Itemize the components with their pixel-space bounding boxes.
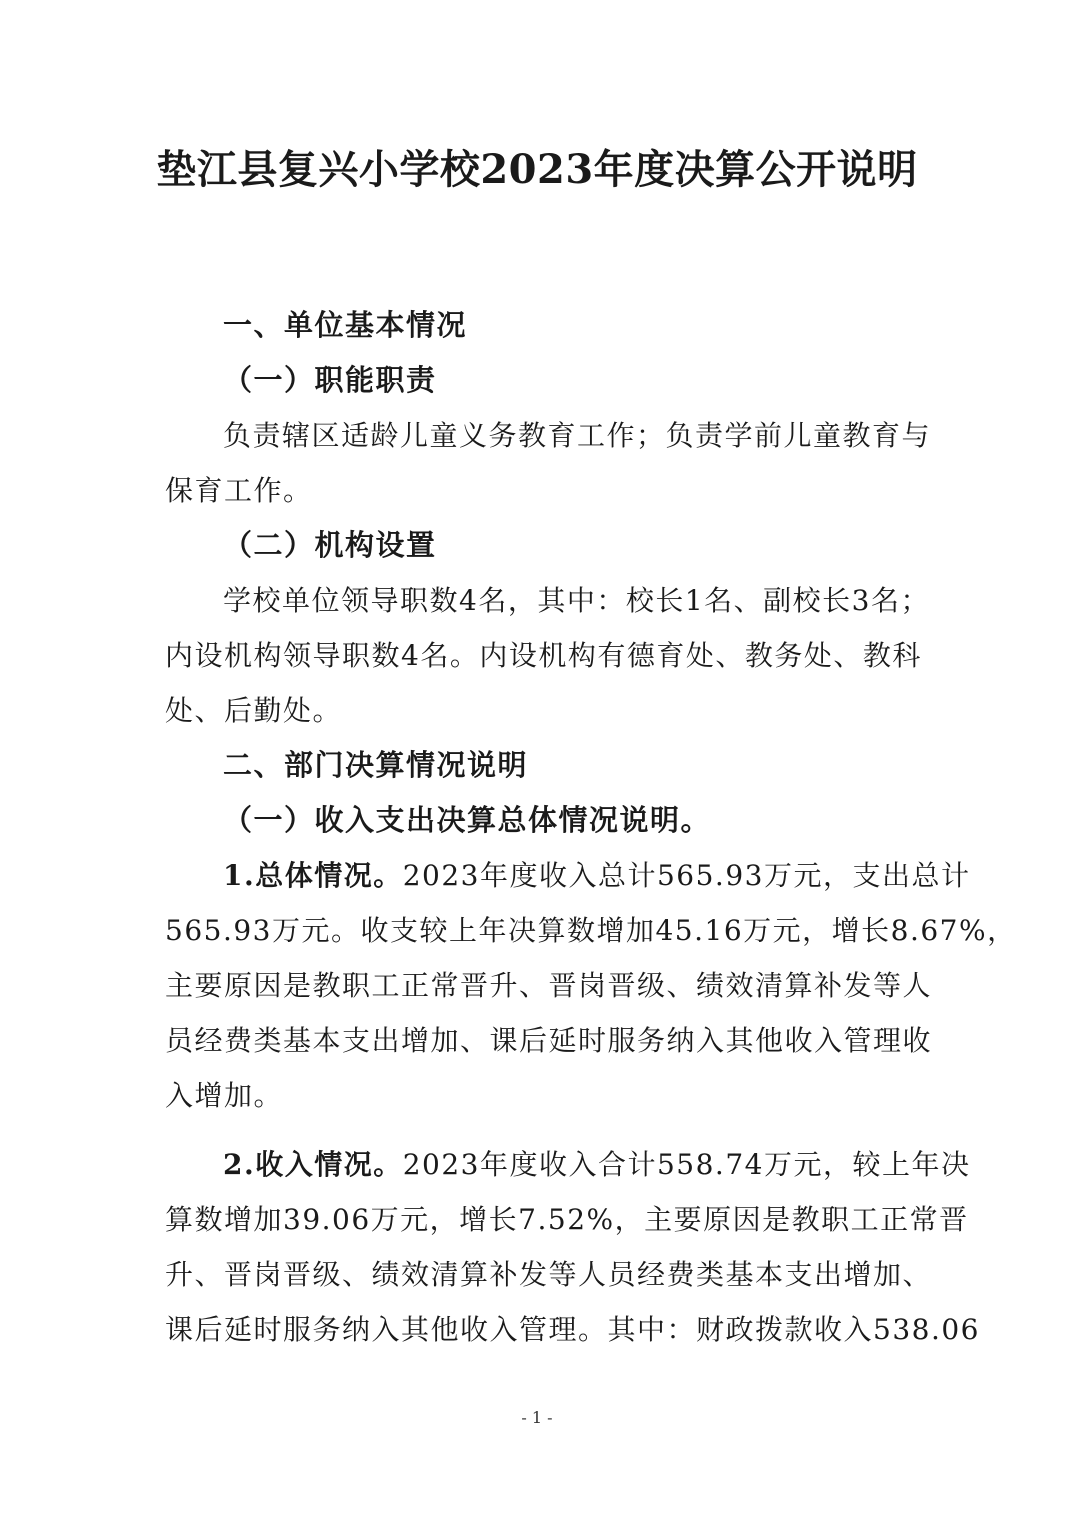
section-1-heading: 一、单位基本情况: [223, 308, 468, 342]
section-1-sub1-line: 保育工作。: [165, 474, 313, 507]
paragraph-overall-line: 员经费类基本支出增加、课后延时服务纳入其他收入管理收: [165, 1024, 933, 1057]
paragraph-overall-line: 主要原因是教职工正常晋升、晋岗晋级、绩效清算补发等人: [165, 969, 933, 1002]
section-1-sub1-line: 负责辖区适龄儿童义务教育工作；负责学前儿童教育与: [223, 419, 932, 452]
section-1-sub1-heading: （一）职能职责: [223, 363, 437, 397]
paragraph-overall-line: 入增加。: [165, 1079, 284, 1112]
paragraph-gap: [165, 1123, 911, 1137]
paragraph-income-first-line: [165, 1137, 971, 1192]
document-body: [165, 298, 1017, 1357]
paragraph-overall-first-line: [165, 848, 971, 903]
paragraph-income-line: 课后延时服务纳入其他收入管理。其中：财政拨款收入538.06: [165, 1313, 980, 1346]
section-2-sub1-heading: （一）收入支出决算总体情况说明。: [223, 803, 712, 837]
paragraph-overall-line: 565.93万元。收支较上年决算数增加45.16万元，增长8.67%，: [165, 914, 1017, 947]
document-title: 垫江县复兴小学校2023年度决算公开说明: [156, 146, 918, 193]
paragraph-overall-first-rest: 2023年度收入总计565.93万元，支出总计: [402, 859, 971, 892]
page-number: - 1 -: [521, 1408, 553, 1427]
paragraph-income-line: 升、晋岗晋级、绩效清算补发等人员经费类基本支出增加、: [165, 1258, 933, 1291]
section-1-sub2-line: 内设机构领导职数4名。内设机构有德育处、教务处、教科: [165, 639, 922, 672]
section-1-sub2-line: 处、后勤处。: [165, 694, 343, 727]
paragraph-income-first-rest: 2023年度收入合计558.74万元，较上年决: [402, 1148, 971, 1181]
section-2-heading: 二、部门决算情况说明: [223, 748, 529, 782]
paragraph-income-line: 算数增加39.06万元，增长7.52%，主要原因是教职工正常晋: [165, 1203, 969, 1236]
section-1-sub2-line: 学校单位领导职数4名，其中：校长1名、副校长3名；: [223, 584, 930, 617]
paragraph-overall-lead: 1.总体情况。: [223, 859, 403, 892]
section-1-sub2-heading: （二）机构设置: [223, 528, 437, 562]
paragraph-income-lead: 2.收入情况。: [223, 1148, 403, 1181]
